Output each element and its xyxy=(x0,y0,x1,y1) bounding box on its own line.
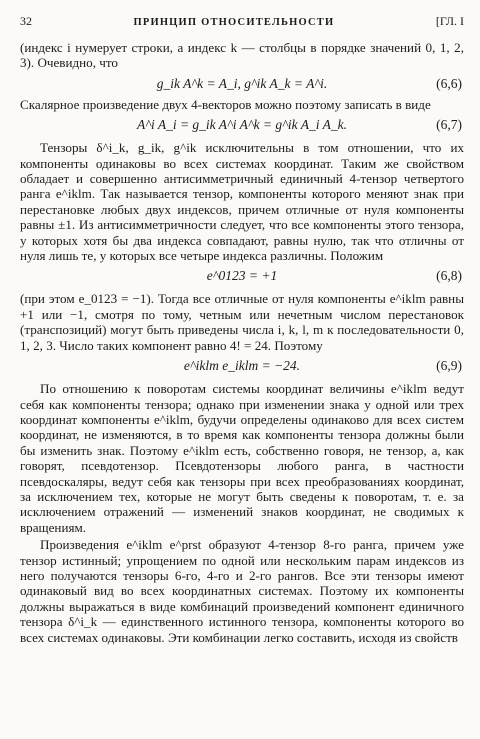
equation-formula: A^i A_i = g_ik A^i A^k = g^ik A_i A_k. xyxy=(137,117,347,133)
paragraph-4: (при этом e_0123 = −1). Тогда все отличные от нуля компоненты e^iklm равны +1 или −1, смотря по тому, четным или нечетным числом перестановок (транспозиций) могут быть приведены числа i, k, l, m к последовательности 0, 1, 2, 3. Число таких компонент равно 4! = 24. Поэтому xyxy=(20,291,464,353)
equation-formula: e^0123 = +1 xyxy=(206,268,278,284)
paragraph-2: Скалярное произведение двух 4-векторов можно поэтому записать в виде xyxy=(20,96,431,112)
running-title: ПРИНЦИП ОТНОСИТЕЛЬНОСТИ xyxy=(133,17,335,28)
paragraph-3: Тензоры δ^i_k, g_ik, g^ik исключительны в том отношении, что их компоненты одинаковы во всех системах координат. Таким же свойством обладает и совершенно антисимметричный единичный 4-тензор четвертого ранга e^iklm. Так называется тензор, компоненты которого меняют знак при перестановке любых двух индексов, причем отличные от нуля компоненты равны ±1. Из антисимметричности следует, что все компоненты этого тензора, у которых хотя бы два индекса совпадают, равны нулю, так что отличны от нуля лишь те, у которых все четыре индекса различны. Положим xyxy=(20,140,464,264)
equation-number: (6,9) xyxy=(436,358,462,374)
page-header xyxy=(20,14,464,32)
equation-6-8 xyxy=(20,263,464,291)
equation-number: (6,8) xyxy=(436,268,462,284)
chapter-label: [ГЛ. I xyxy=(435,14,464,28)
equation-number: (6,6) xyxy=(436,75,462,91)
equation-6-6 xyxy=(20,71,464,97)
equation-formula: g_ik A^k = A_i, g^ik A_k = A^i. xyxy=(156,75,328,91)
page-number: 32 xyxy=(20,14,32,28)
equation-6-7 xyxy=(20,112,464,140)
paragraph-1: (индекс i нумерует строки, а индекс k — столбцы в порядке значений 0, 1, 2, 3). Очевидно, что xyxy=(20,40,464,71)
equation-number: (6,7) xyxy=(436,117,462,133)
paragraph-6: Произведения e^iklm e^prst образуют 4-тензор 8-го ранга, причем уже тензор истинный; упрощением по одной или нескольким парам индексов из него получаются тензоры 6-го, 4-го и 2-го рангов. Все эти тензоры имеют одинаковый вид во всех координатных системах. Поэтому их компоненты должны выражаться в виде комбинаций произведений компонент единичного тензора δ^i_k — единственного истинного тензора, компоненты которого во всех системах одинаковы. Эти комбинации легко составить, исходя из свойств xyxy=(20,537,464,645)
equation-6-9 xyxy=(20,353,464,381)
paragraph-5: По отношению к поворотам системы координат величины e^iklm ведут себя как компоненты тензора; однако при изменении знака у одной или трех координат компоненты e^iklm, будучи определены одинаково для всех систем координат, не изменяются, в то время как компоненты тензора должны были бы изменить знак. Поэтому e^iklm есть, собственно говоря, не тензор, а, как говорят, псевдотензор. Псевдотензоры любого ранга, в частности псевдоскаляры, ведут себя как тензоры при всех преобразованиях координат, за исключением тех, которые не могут быть сведены к поворотам, т. е. за исключением отражений — изменений знаков координат, не сводимых к вращениям. xyxy=(20,381,464,535)
equation-formula: e^iklm e_iklm = −24. xyxy=(183,358,301,374)
